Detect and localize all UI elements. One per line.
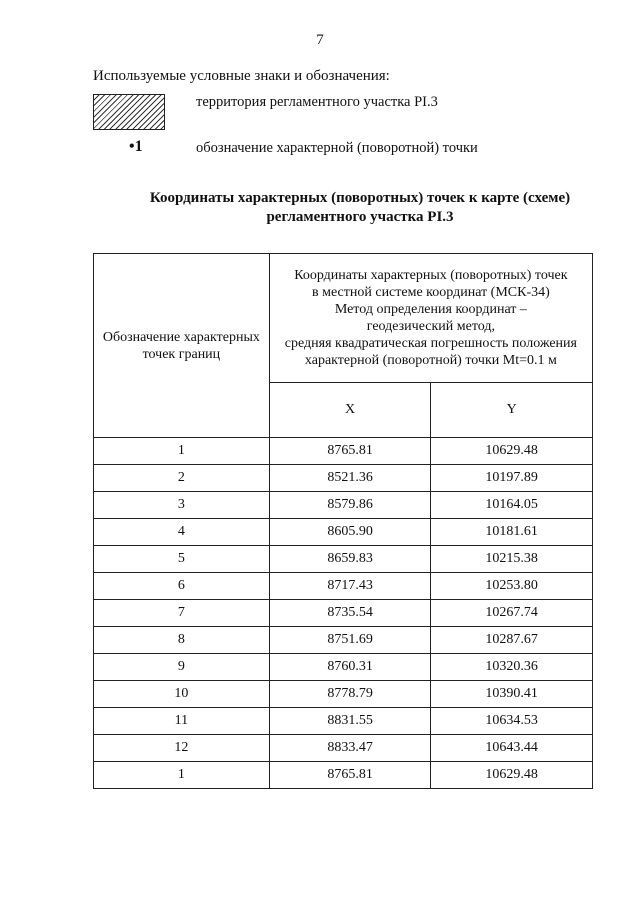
legend-point-label: обозначение характерной (поворотной) точки <box>196 140 478 156</box>
y-cell: 10197.89 <box>431 465 593 492</box>
x-cell: 8765.81 <box>269 762 431 789</box>
y-cell: 10287.67 <box>431 627 593 654</box>
table-row <box>94 681 593 708</box>
point-cell: 5 <box>94 546 270 573</box>
point-cell: 3 <box>94 492 270 519</box>
point-cell: 4 <box>94 519 270 546</box>
x-cell: 8605.90 <box>269 519 431 546</box>
point-cell: 8 <box>94 627 270 654</box>
table-row <box>94 573 593 600</box>
table-row <box>94 438 593 465</box>
x-cell: 8579.86 <box>269 492 431 519</box>
table-title <box>80 189 640 227</box>
table-row <box>94 546 593 573</box>
y-cell: 10320.36 <box>431 654 593 681</box>
y-cell: 10629.48 <box>431 438 593 465</box>
table-row <box>94 762 593 789</box>
point-cell: 6 <box>94 573 270 600</box>
y-cell: 10629.48 <box>431 762 593 789</box>
y-cell: 10164.05 <box>431 492 593 519</box>
header-coords-line4: геодезический метод, <box>366 319 495 334</box>
table-row <box>94 465 593 492</box>
legend-heading: Используемые условные знаки и обозначения: <box>93 68 390 84</box>
legend-area-label: территория регламентного участка PI.3 <box>196 94 438 110</box>
table-row <box>94 654 593 681</box>
point-marker-icon: •1 <box>129 138 143 155</box>
header-point-label: Обозначение характерных точек границ <box>94 254 270 438</box>
header-x: X <box>269 383 431 438</box>
y-cell: 10267.74 <box>431 600 593 627</box>
table-row <box>94 600 593 627</box>
x-cell: 8831.55 <box>269 708 431 735</box>
x-cell: 8833.47 <box>269 735 431 762</box>
x-cell: 8521.36 <box>269 465 431 492</box>
table-row <box>94 627 593 654</box>
coordinates-table <box>93 253 593 789</box>
point-cell: 2 <box>94 465 270 492</box>
x-cell: 8760.31 <box>269 654 431 681</box>
x-cell: 8765.81 <box>269 438 431 465</box>
header-coords-line1: Координаты характерных (поворотных) точек <box>294 268 568 283</box>
y-cell: 10634.53 <box>431 708 593 735</box>
header-coords-line2: в местной системе координат (МСК-34) <box>312 285 550 300</box>
point-cell: 1 <box>94 762 270 789</box>
y-cell: 10215.38 <box>431 546 593 573</box>
table-title-line2: регламентного участка PI.3 <box>266 209 454 225</box>
x-cell: 8778.79 <box>269 681 431 708</box>
y-cell: 10253.80 <box>431 573 593 600</box>
header-coordinates <box>269 254 592 383</box>
x-cell: 8735.54 <box>269 600 431 627</box>
point-cell: 11 <box>94 708 270 735</box>
point-cell: 10 <box>94 681 270 708</box>
point-cell: 7 <box>94 600 270 627</box>
table-row <box>94 735 593 762</box>
table-row <box>94 519 593 546</box>
x-cell: 8659.83 <box>269 546 431 573</box>
y-cell: 10643.44 <box>431 735 593 762</box>
table-title-line1: Координаты характерных (поворотных) точек к карте (схеме) <box>149 190 571 206</box>
table-row <box>94 708 593 735</box>
x-cell: 8751.69 <box>269 627 431 654</box>
x-cell: 8717.43 <box>269 573 431 600</box>
y-cell: 10390.41 <box>431 681 593 708</box>
y-cell: 10181.61 <box>431 519 593 546</box>
header-coords-line3: Метод определения координат – <box>334 302 527 317</box>
page-number: 7 <box>316 32 324 48</box>
point-cell: 12 <box>94 735 270 762</box>
table-row <box>94 492 593 519</box>
point-cell: 9 <box>94 654 270 681</box>
header-coords-line5: средняя квадратическая погрешность положения <box>284 336 577 351</box>
point-cell: 1 <box>94 438 270 465</box>
header-coords-line6: характерной (поворотной) точки Mt=0.1 м <box>304 353 557 368</box>
hatched-area-symbol-icon <box>93 94 165 130</box>
header-y: Y <box>431 383 593 438</box>
